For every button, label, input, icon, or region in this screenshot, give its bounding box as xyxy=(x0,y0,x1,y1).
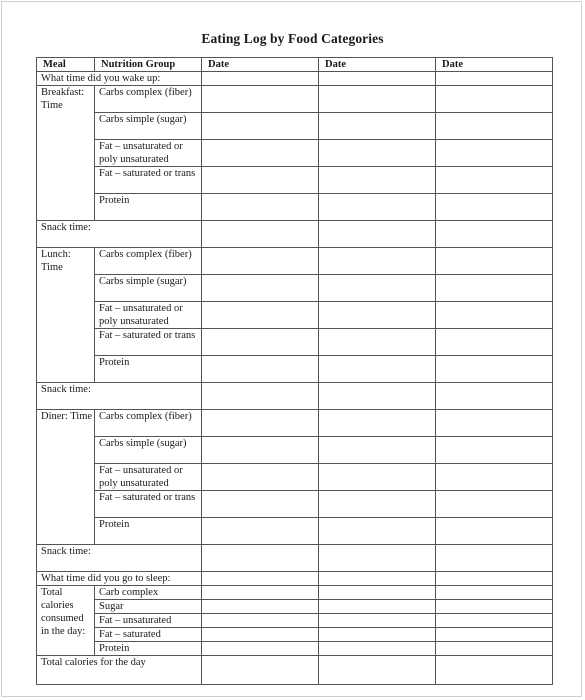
entry-cell[interactable] xyxy=(202,518,319,545)
entry-cell[interactable] xyxy=(202,586,319,600)
entry-cell[interactable] xyxy=(436,437,553,464)
nutrition-item: Fat – saturated or trans xyxy=(95,329,202,356)
entry-cell[interactable] xyxy=(319,167,436,194)
entry-cell[interactable] xyxy=(319,437,436,464)
header-date-3: Date xyxy=(436,58,553,72)
entry-cell[interactable] xyxy=(436,248,553,275)
entry-cell[interactable] xyxy=(436,383,553,410)
entry-cell[interactable] xyxy=(202,194,319,221)
entry-cell[interactable] xyxy=(319,113,436,140)
entry-cell[interactable] xyxy=(436,86,553,113)
entry-cell[interactable] xyxy=(436,140,553,167)
entry-cell[interactable] xyxy=(436,614,553,628)
entry-cell[interactable] xyxy=(319,383,436,410)
entry-cell[interactable] xyxy=(202,248,319,275)
snack-label: Snack time: xyxy=(37,545,202,572)
totals-item: Protein xyxy=(95,642,202,656)
entry-cell[interactable] xyxy=(319,464,436,491)
entry-cell[interactable] xyxy=(202,302,319,329)
meal-label-diner: Diner: Time xyxy=(37,410,95,545)
header-nutrition-group: Nutrition Group xyxy=(95,58,202,72)
nutrition-item: Protein xyxy=(95,194,202,221)
nutrition-item: Fat – unsaturated or poly unsaturated xyxy=(95,140,202,167)
nutrition-item: Fat – unsaturated or poly unsaturated xyxy=(95,464,202,491)
nutrition-item: Fat – saturated or trans xyxy=(95,491,202,518)
entry-cell[interactable] xyxy=(436,464,553,491)
nutrition-item: Carbs complex (fiber) xyxy=(95,86,202,113)
entry-cell[interactable] xyxy=(319,518,436,545)
wake-up-date-1[interactable] xyxy=(202,72,319,86)
entry-cell[interactable] xyxy=(319,656,436,685)
entry-cell[interactable] xyxy=(202,572,319,586)
entry-cell[interactable] xyxy=(319,600,436,614)
nutrition-item: Fat – unsaturated or poly unsaturated xyxy=(95,302,202,329)
wake-up-date-3[interactable] xyxy=(436,72,553,86)
entry-cell[interactable] xyxy=(436,167,553,194)
totals-item: Sugar xyxy=(95,600,202,614)
sleep-label: What time did you go to sleep: xyxy=(37,572,202,586)
header-date-2: Date xyxy=(319,58,436,72)
entry-cell[interactable] xyxy=(436,194,553,221)
nutrition-item: Protein xyxy=(95,518,202,545)
entry-cell[interactable] xyxy=(202,656,319,685)
entry-cell[interactable] xyxy=(319,356,436,383)
totals-item: Carb complex xyxy=(95,586,202,600)
entry-cell[interactable] xyxy=(202,221,319,248)
entry-cell[interactable] xyxy=(436,656,553,685)
entry-cell[interactable] xyxy=(319,572,436,586)
entry-cell[interactable] xyxy=(202,329,319,356)
entry-cell[interactable] xyxy=(436,628,553,642)
wake-up-label: What time did you wake up: xyxy=(37,72,202,86)
entry-cell[interactable] xyxy=(436,518,553,545)
entry-cell[interactable] xyxy=(202,383,319,410)
entry-cell[interactable] xyxy=(319,302,436,329)
snack-label: Snack time: xyxy=(37,221,202,248)
entry-cell[interactable] xyxy=(202,464,319,491)
totals-item: Fat – saturated xyxy=(95,628,202,642)
nutrition-item: Carbs simple (sugar) xyxy=(95,113,202,140)
entry-cell[interactable] xyxy=(319,86,436,113)
nutrition-item: Carbs simple (sugar) xyxy=(95,437,202,464)
entry-cell[interactable] xyxy=(202,437,319,464)
entry-cell[interactable] xyxy=(436,600,553,614)
entry-cell[interactable] xyxy=(202,491,319,518)
entry-cell[interactable] xyxy=(202,86,319,113)
nutrition-item: Protein xyxy=(95,356,202,383)
entry-cell[interactable] xyxy=(319,140,436,167)
entry-cell[interactable] xyxy=(202,140,319,167)
entry-cell[interactable] xyxy=(202,628,319,642)
entry-cell[interactable] xyxy=(436,329,553,356)
eating-log-table xyxy=(36,57,553,685)
entry-cell[interactable] xyxy=(319,628,436,642)
entry-cell[interactable] xyxy=(319,194,436,221)
entry-cell[interactable] xyxy=(436,572,553,586)
nutrition-item: Carbs complex (fiber) xyxy=(95,410,202,437)
entry-cell[interactable] xyxy=(202,167,319,194)
entry-cell[interactable] xyxy=(319,410,436,437)
entry-cell[interactable] xyxy=(436,586,553,600)
meal-label-breakfast: Breakfast: Time xyxy=(37,86,95,221)
entry-cell[interactable] xyxy=(319,221,436,248)
entry-cell[interactable] xyxy=(436,113,553,140)
page-title: Eating Log by Food Categories xyxy=(201,31,384,46)
entry-cell[interactable] xyxy=(319,642,436,656)
totals-item: Fat – unsaturated xyxy=(95,614,202,628)
entry-cell[interactable] xyxy=(436,642,553,656)
meal-label-lunch: Lunch: Time xyxy=(37,248,95,383)
entry-cell[interactable] xyxy=(436,545,553,572)
entry-cell[interactable] xyxy=(319,614,436,628)
entry-cell[interactable] xyxy=(202,642,319,656)
entry-cell[interactable] xyxy=(319,586,436,600)
entry-cell[interactable] xyxy=(319,491,436,518)
entry-cell[interactable] xyxy=(319,275,436,302)
entry-cell[interactable] xyxy=(319,329,436,356)
header-date-1: Date xyxy=(202,58,319,72)
total-day-label: Total calories for the day xyxy=(37,656,202,685)
entry-cell[interactable] xyxy=(436,302,553,329)
entry-cell[interactable] xyxy=(436,275,553,302)
totals-label: Total calories consumed in the day: xyxy=(37,586,95,656)
entry-cell[interactable] xyxy=(202,600,319,614)
header-meal: Meal xyxy=(37,58,95,72)
entry-cell[interactable] xyxy=(202,545,319,572)
snack-label: Snack time: xyxy=(37,383,202,410)
entry-cell[interactable] xyxy=(202,614,319,628)
entry-cell[interactable] xyxy=(319,545,436,572)
entry-cell[interactable] xyxy=(436,356,553,383)
entry-cell[interactable] xyxy=(202,113,319,140)
nutrition-item: Carbs simple (sugar) xyxy=(95,275,202,302)
entry-cell[interactable] xyxy=(319,248,436,275)
entry-cell[interactable] xyxy=(436,491,553,518)
wake-up-date-2[interactable] xyxy=(319,72,436,86)
nutrition-item: Fat – saturated or trans xyxy=(95,167,202,194)
nutrition-item: Carbs complex (fiber) xyxy=(95,248,202,275)
entry-cell[interactable] xyxy=(436,410,553,437)
entry-cell[interactable] xyxy=(202,275,319,302)
entry-cell[interactable] xyxy=(202,356,319,383)
entry-cell[interactable] xyxy=(436,221,553,248)
entry-cell[interactable] xyxy=(202,410,319,437)
